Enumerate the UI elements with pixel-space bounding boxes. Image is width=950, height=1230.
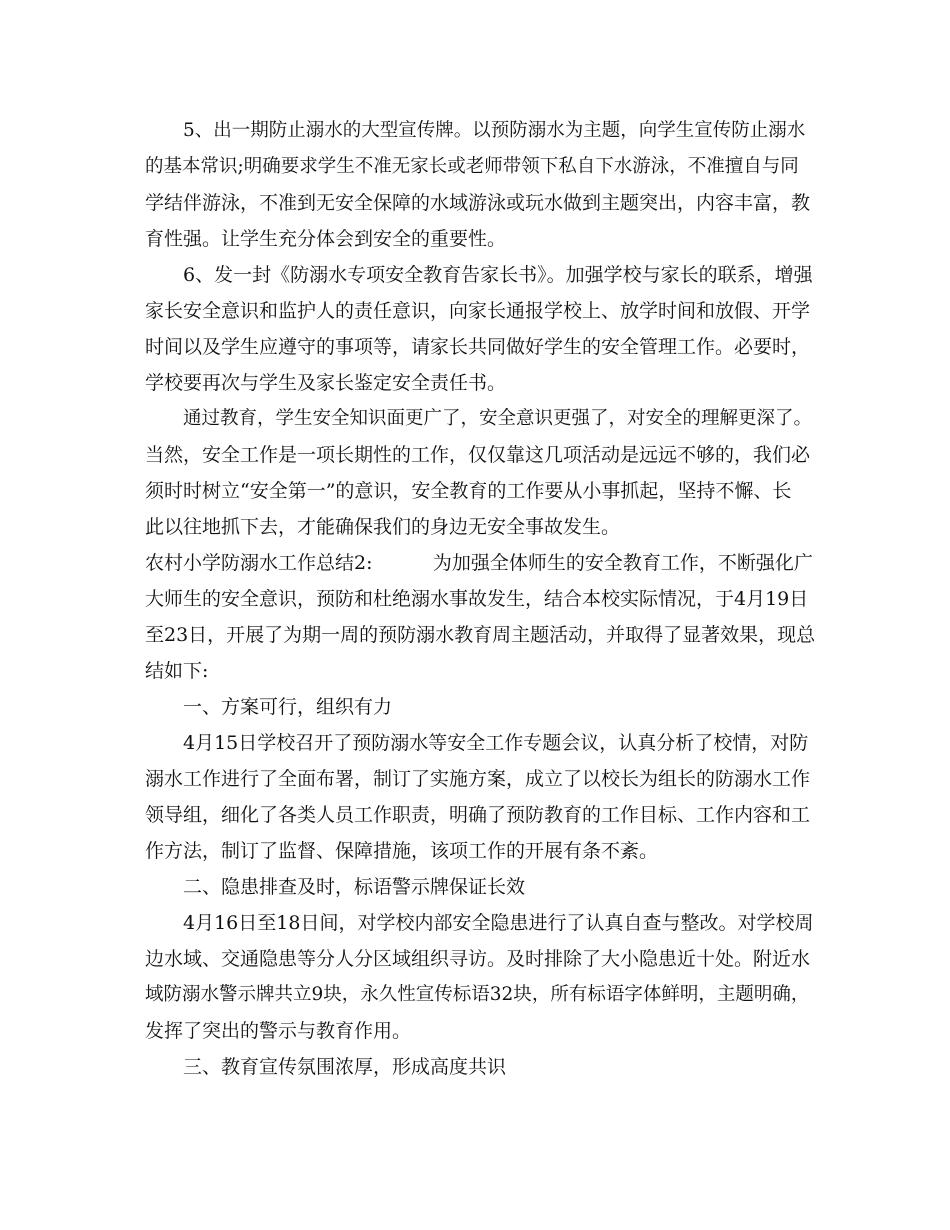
text-line: 结如下: [145, 660, 209, 682]
text-line: 6、发一封《防溺水专项安全教育告家长书》。加强学校与家长的联系，增强 [183, 264, 813, 286]
text-line: 学结伴游泳，不准到无安全保障的水域游泳或玩水做到主题突出，内容丰富，教 [145, 192, 811, 214]
text-line: 此以往地抓下去，才能确保我们的身边无安全事故发生。 [145, 516, 621, 538]
subheading: 三、教育宣传氛围浓厚，形成高度共识 [183, 1056, 507, 1078]
text-line: 时间以及学生应遵守的事项等，请家长共同做好学生的安全管理工作。必要时， [145, 336, 811, 358]
text-line: 4月15日学校召开了预防溺水等安全工作专题会议，认真分析了校情，对防 [183, 732, 809, 754]
text-line: 域防溺水警示牌共立9块，永久性宣传标语32块，所有标语字体鲜明，主题明确， [145, 984, 810, 1005]
text-line: 5、出一期防止溺水的大型宣传牌。以预防溺水为主题，向学生宣传防止溺水 [183, 120, 806, 141]
text-line: 育性强。让学生充分体会到安全的重要性。 [145, 228, 507, 250]
text-line: 学校要再次与学生及家长鉴定安全责任书。 [145, 372, 507, 394]
text-line: 至23日，开展了为期一周的预防溺水教育周主题活动，并取得了显著效果，现总 [145, 624, 816, 646]
text-line: 4月16日至18日间，对学校内部安全隐患进行了认真自查与整改。对学校周 [183, 912, 814, 934]
subheading: 一、方案可行，组织有力 [183, 696, 393, 718]
text-line: 家长安全意识和监护人的责任意识，向家长通报学校上、放学时间和放假、开学 [145, 300, 811, 322]
text-line: 溺水工作进行了全面布署，制订了实施方案，成立了以校长为组长的防溺水工作 [145, 768, 811, 790]
subheading: 二、隐患排查及时，标语警示牌保证长效 [183, 876, 526, 898]
text-line: 边水域、交通隐患等分人分区域组织寻访。及时排除了大小隐患近十处。附近水 [145, 948, 811, 970]
text-line: 领导组，细化了各类人员工作职责，明确了预防教育的工作目标、工作内容和工 [145, 804, 811, 826]
text-line: 大师生的安全意识，预防和杜绝溺水事故发生，结合本校实际情况，于4月19日 [145, 588, 809, 610]
text-line: 发挥了突出的警示与教育作用。 [145, 1020, 412, 1042]
text-line: 通过教育，学生安全知识面更广了，安全意识更强了，对安全的理解更深了。 [183, 408, 813, 429]
text-line: 的基本常识;明确要求学生不准无家长或老师带领下私自下水游泳，不准擅自与同 [145, 156, 799, 177]
text-line: 当然，安全工作是一项长期性的工作，仅仅靠这几项活动是远远不够的，我们必 [145, 444, 811, 466]
text-line: 作方法，制订了监督、保障措施，该项工作的开展有条不紊。 [145, 840, 659, 862]
text-line: 须时时树立“安全第一”的意识，安全教育的工作要从小事抓起，坚持不懈、长 [145, 480, 792, 502]
section-heading: 农村小学防溺水工作总结2: 为加强全体师生的安全教育工作，不断强化广 [145, 552, 813, 574]
